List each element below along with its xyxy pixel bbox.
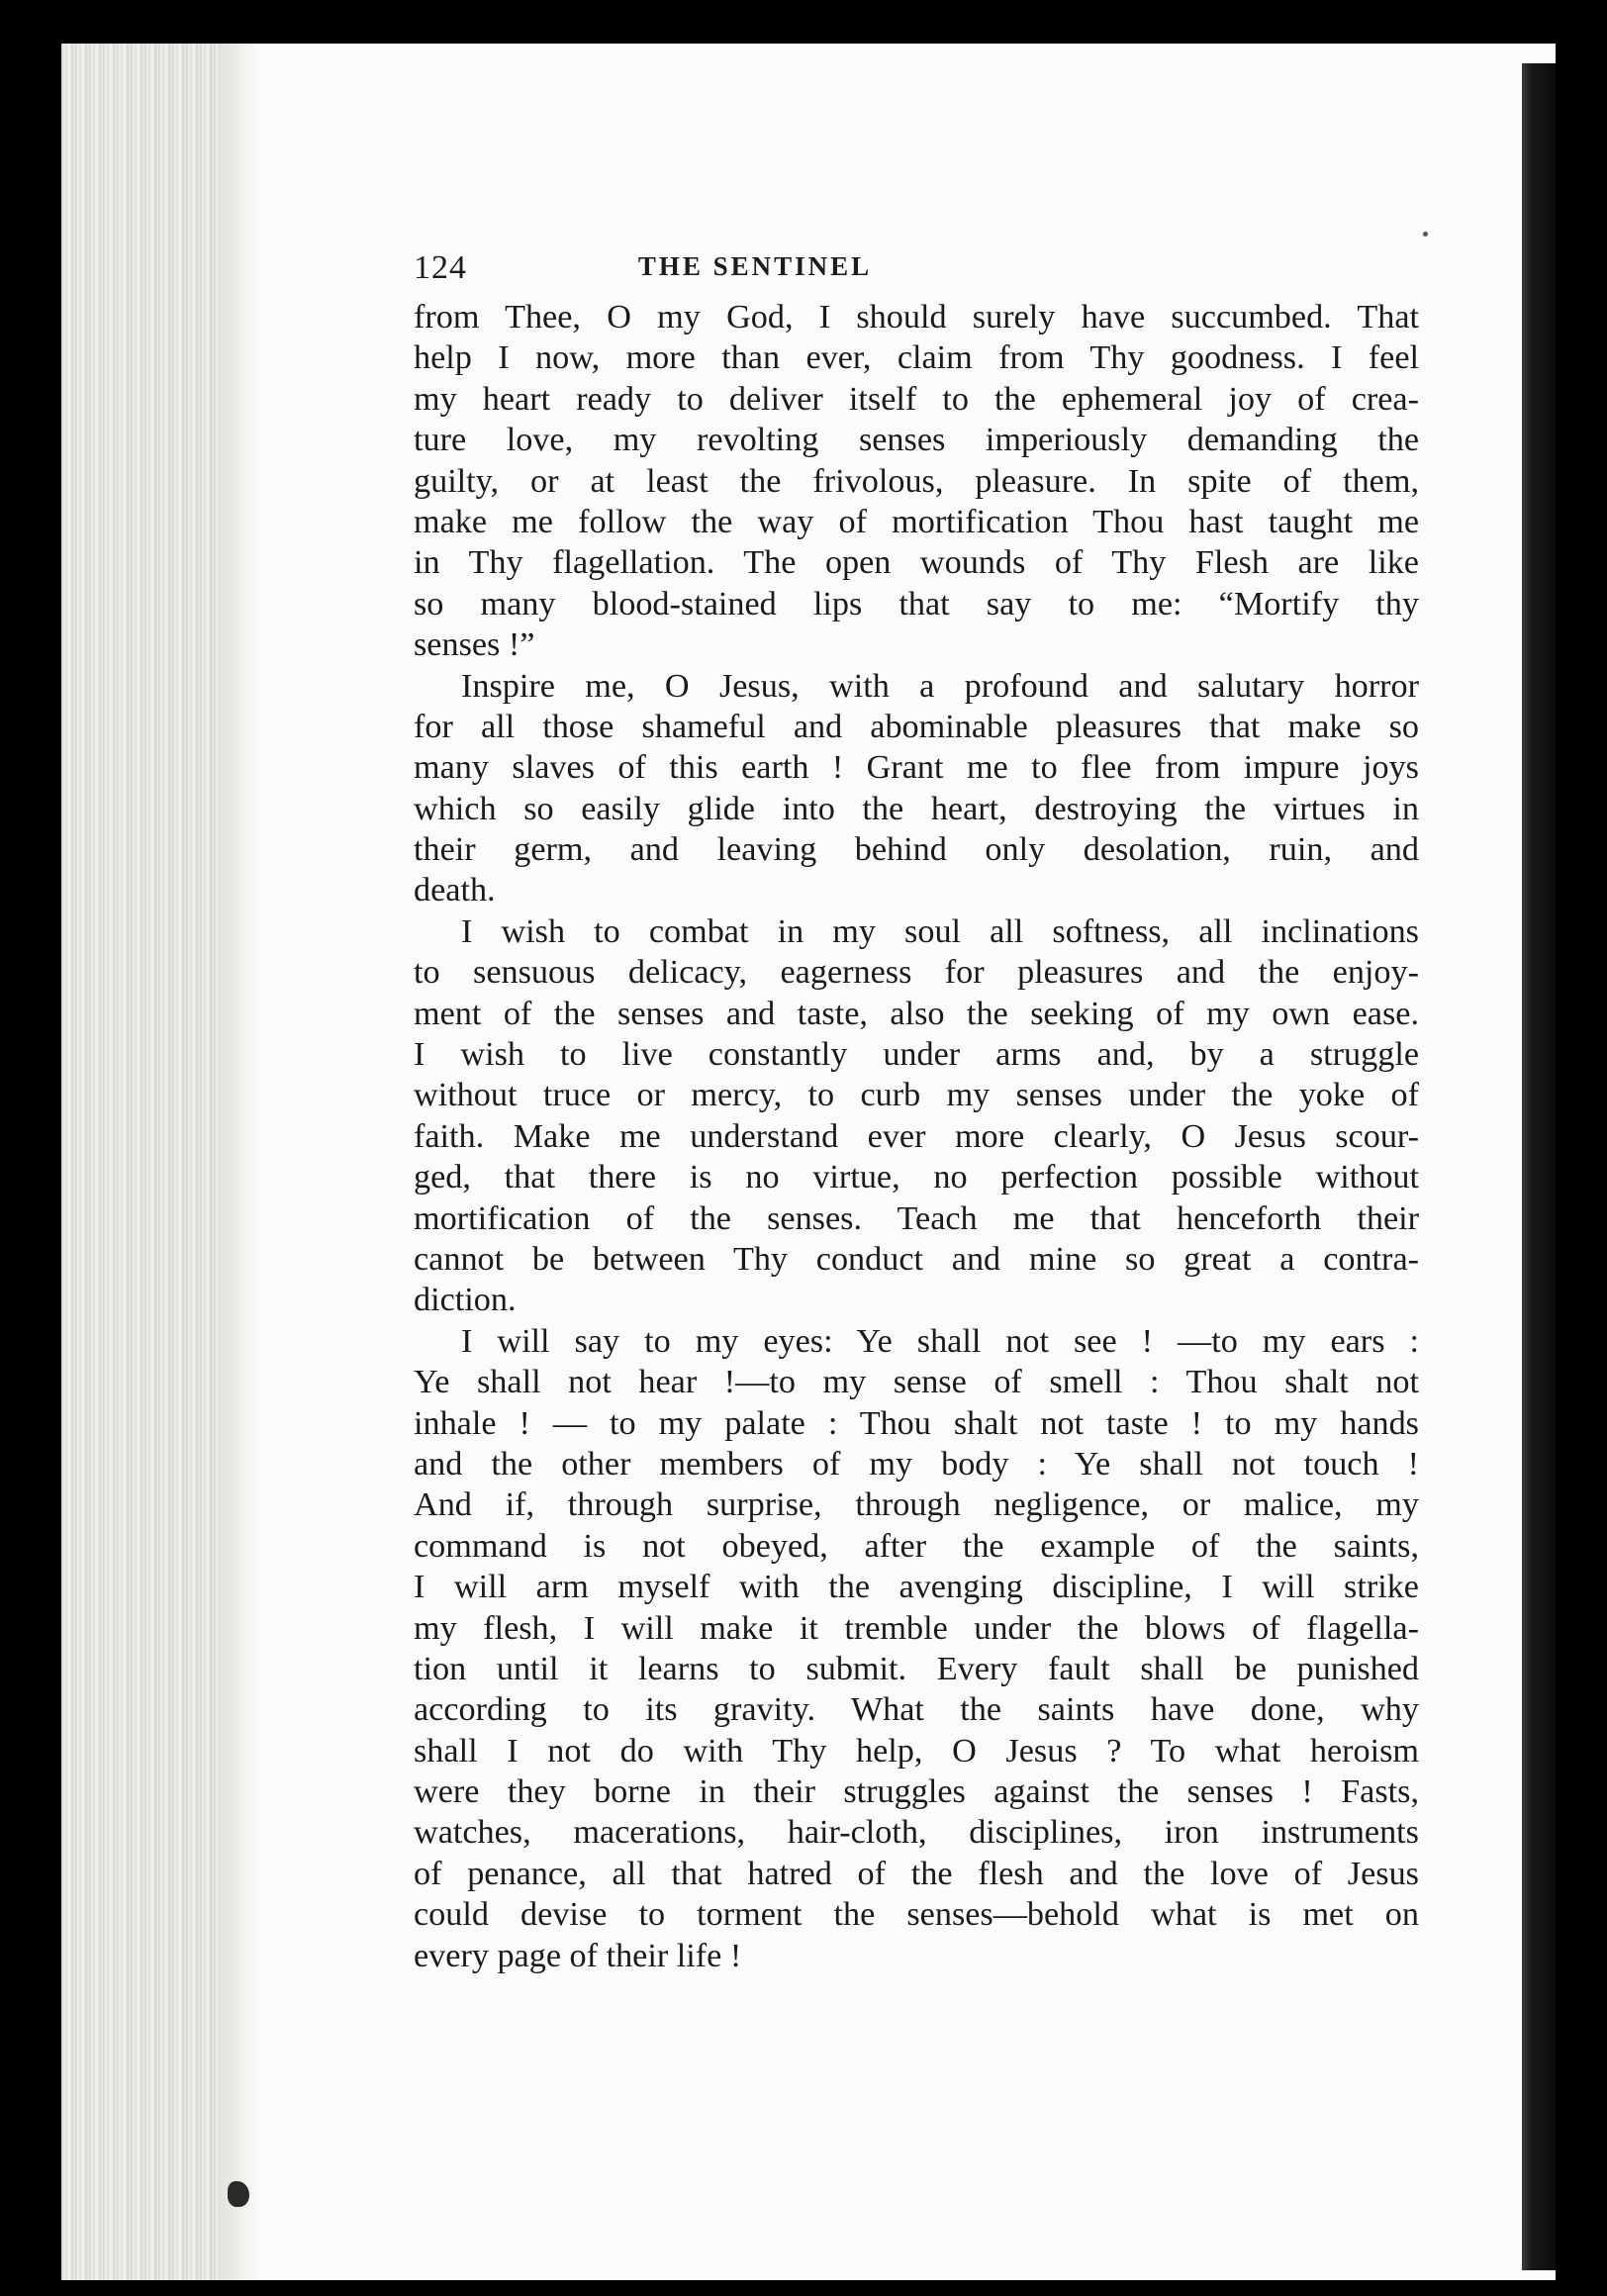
text-line: make me follow the way of mortification Thou hast taught me	[414, 503, 1419, 540]
paragraph-first-line: I wish to combat in my soul all softness, all inclinations	[461, 912, 1419, 950]
text-line: And if, through surprise, through negligence, or malice, my	[414, 1486, 1419, 1524]
text-line: faith. Make me understand ever more clearly, O Jesus scour-	[414, 1117, 1419, 1155]
text-line: were they borne in their struggles against the senses ! Fasts,	[414, 1773, 1419, 1811]
text-line: of penance, all that hatred of the flesh and the love of Jesus	[414, 1855, 1419, 1892]
text-line: so many blood-stained lips that say to me: “Mortify thy	[414, 585, 1419, 622]
text-line: many slaves of this earth ! Grant me to flee from impure joys	[414, 749, 1419, 787]
facing-page-edge	[1522, 63, 1556, 2270]
text-line: diction.	[414, 1282, 517, 1319]
text-line: my heart ready to deliver itself to the ephemeral joy of crea-	[414, 380, 1419, 418]
text-line: every page of their life !	[414, 1937, 742, 1974]
text-line: help I now, more than ever, claim from Thy goodness. I feel	[414, 339, 1419, 377]
running-title: THE SENTINEL	[637, 251, 873, 281]
text-line: to sensuous delicacy, eagerness for pleasures and the enjoy-	[414, 954, 1419, 992]
ink-speck	[1423, 232, 1428, 237]
page-number: 124	[414, 249, 467, 286]
text-line: from Thee, O my God, I should surely have succumbed. That	[414, 299, 1419, 335]
text-line: in Thy flagellation. The open wounds of Thy Flesh are like	[414, 544, 1419, 582]
text-line: mortification of the senses. Teach me that henceforth their	[414, 1199, 1419, 1237]
text-line: for all those shameful and abominable pleasures that make so	[414, 708, 1419, 745]
text-line: command is not obeyed, after the example of the saints,	[414, 1527, 1419, 1565]
text-line: cannot be between Thy conduct and mine so great a contra-	[414, 1240, 1419, 1278]
text-line: according to its gravity. What the saints have done, why	[414, 1691, 1419, 1729]
paragraph-first-line: Inspire me, O Jesus, with a profound and salutary horror	[461, 667, 1419, 705]
text-line: watches, macerations, hair-cloth, disciplines, iron instruments	[414, 1814, 1419, 1852]
text-line: ture love, my revolting senses imperiously demanding the	[414, 422, 1419, 459]
text-line: guilty, or at least the frivolous, pleasure. In spite of them,	[414, 462, 1419, 500]
text-line: which so easily glide into the heart, destroying the virtues in	[414, 790, 1419, 827]
text-line: without truce or mercy, to curb my senses under the yoke of	[414, 1077, 1419, 1114]
text-line: ged, that there is no virtue, no perfection possible without	[414, 1159, 1419, 1196]
text-line: inhale ! — to my palate : Thou shalt not taste ! to my hands	[414, 1404, 1419, 1442]
text-line: and the other members of my body : Ye shall not touch !	[414, 1445, 1419, 1483]
text-line: could devise to torment the senses—behold what is met on	[414, 1896, 1419, 1934]
text-line: senses !”	[414, 626, 535, 664]
text-line: their germ, and leaving behind only desolation, ruin, and	[414, 831, 1419, 869]
text-line: shall I not do with Thy help, O Jesus ? To what heroism	[414, 1732, 1419, 1770]
text-line: I wish to live constantly under arms and, by a struggle	[414, 1036, 1419, 1074]
text-line: tion until it learns to submit. Every fault shall be punished	[414, 1650, 1419, 1687]
text-line: my flesh, I will make it tremble under the blows of flagella-	[414, 1609, 1419, 1647]
ink-blot	[228, 2181, 249, 2207]
paragraph-first-line: I will say to my eyes: Ye shall not see ! —to my ears :	[461, 1322, 1419, 1360]
running-header	[414, 249, 1057, 295]
body-text	[414, 297, 1419, 1976]
text-line: Ye shall not hear !—to my sense of smell : Thou shalt not	[414, 1364, 1419, 1401]
page-stack-edge	[61, 44, 220, 2280]
text-line: I will arm myself with the avenging discipline, I will strike	[414, 1569, 1419, 1606]
text-line: ment of the senses and taste, also the seeking of my own ease.	[414, 995, 1419, 1032]
text-line: death.	[414, 872, 496, 909]
